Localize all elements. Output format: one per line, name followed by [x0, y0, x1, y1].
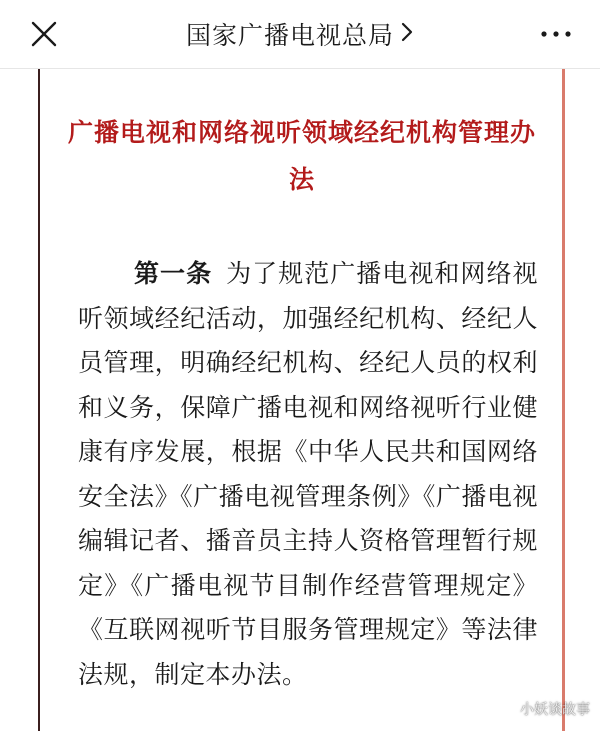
article-paragraph: [78, 252, 538, 697]
more-dots-icon: [538, 20, 574, 48]
watermark: [500, 699, 590, 719]
watermark-logo-icon: [500, 701, 516, 717]
article-body-text: 为了规范广播电视和网络视听领域经纪活动，加强经纪机构、经纪人员管理，明确经纪机构、经纪人员的权利和义务，保障广播电视和网络视听行业健康有序发展，根据《中华人民共和国网络安全法》《广播电视管理条例》《广播电视编辑记者、播音员主持人资格管理暂行规定》《广播电视节目制作经营管理规定》《互联网视听节目服务管理规定》等法律法规，制定本办法。: [78, 259, 538, 689]
more-options-button[interactable]: [538, 20, 574, 48]
article-content: [0, 69, 600, 731]
chevron-right-icon: [400, 21, 414, 47]
top-navigation-bar: [0, 0, 600, 69]
article-number: 第一条: [134, 259, 213, 288]
right-border-line: [562, 69, 565, 731]
left-border-line: [38, 69, 40, 731]
document-title: 广播电视和网络视听领域经纪机构管理办法: [67, 118, 536, 194]
watermark-text: 小妖谈故事: [520, 702, 590, 718]
page-title: 国家广播电视总局: [185, 21, 394, 50]
account-title-link[interactable]: [0, 14, 600, 54]
